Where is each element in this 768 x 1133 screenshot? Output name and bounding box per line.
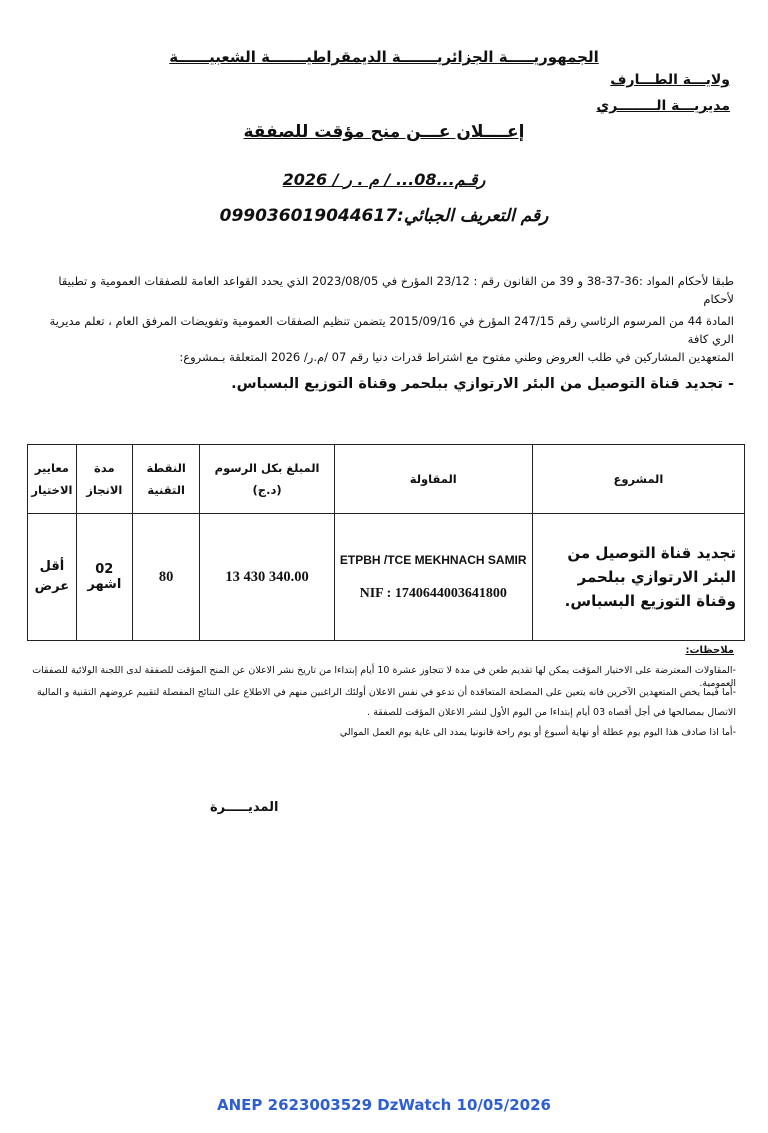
cell-amount: 13 430 340.00 bbox=[200, 514, 334, 641]
cell-project: تجديد قناة التوصيل من البئر الارتوازي ببلحمر وقناة التوزيع البسباس. bbox=[532, 514, 744, 641]
header-duration-label: مدة bbox=[94, 461, 115, 475]
table-row bbox=[28, 514, 745, 641]
project-line: - تجديد قناة التوصيل من البئر الارتوازي ببلحمر وقناة التوزيع البسباس. bbox=[231, 376, 734, 392]
notes-heading: ملاحظات: bbox=[685, 645, 734, 656]
header-criteria-label-2: الاختيار bbox=[31, 483, 73, 497]
announcement-number: رقـم...08... / م . ر / 2026 bbox=[282, 170, 486, 189]
signature-label: المديـــــرة bbox=[210, 800, 279, 815]
header-criteria bbox=[28, 445, 77, 514]
header-amount-label: المبلغ بكل الرسوم bbox=[214, 461, 320, 475]
header-contractor: المقاولة bbox=[334, 445, 532, 514]
header-project: المشروع bbox=[532, 445, 744, 514]
announcement-title: إعــــلان عـــن منح مؤقت للصفقة bbox=[243, 122, 525, 142]
body-paragraph-1: طبقا لأحكام المواد :36-37-38 و 39 من القانون رقم : 23/12 المؤرخ في 2023/08/05 الذي يحدد القواعد العامة للصفقات العمومية و تطبيقا لأحكام bbox=[58, 274, 734, 306]
body-paragraph-2: المادة 44 من المرسوم الرئاسي رقم 247/15 المؤرخ في 2015/09/16 يتضمن تنظيم الصفقات العمومية وتفويضات المرفق العام ، تعلم مديرية الري كافة bbox=[49, 314, 734, 346]
header-amount bbox=[200, 445, 334, 514]
header-technical bbox=[132, 445, 200, 514]
cell-criteria: أقل عرض bbox=[28, 514, 77, 641]
note-item: -أما اذا صادف هذا اليوم يوم عطلة أو نهاية أسبوع أو يوم راحة قانونيا يمدد الى غاية يوم العمل الموالي bbox=[339, 727, 736, 738]
table-header-row bbox=[28, 445, 745, 514]
footer-reference: ANEP 2623003529 DzWatch 10/05/2026 bbox=[217, 1096, 551, 1114]
note-item: -أما فيما يخص المتعهدين الآخرين فانه يتعين على المصلحة المتعاقدة أن تدعو في نفس الاعلان أولئك الراغبين منهم في الاطلاع على النتائج المفصلة لتقييم عروضهم التقنية و المالية bbox=[36, 687, 736, 698]
directorate-label: مديريـــة الــــــــري bbox=[596, 98, 730, 114]
cell-contractor bbox=[334, 514, 532, 641]
header-criteria-label: معايير bbox=[34, 461, 69, 475]
wilaya-label: ولايـــة الطـــارف bbox=[610, 72, 730, 88]
contractor-nif: NIF : 174064400364180​0 bbox=[359, 586, 507, 601]
header-amount-unit: (د.ج) bbox=[252, 483, 282, 497]
header-duration-label-2: الانجاز bbox=[86, 483, 123, 497]
note-item: -المقاولات المعترضة على الاختيار المؤقت يمكن لها تقديم طعن في مدة لا تتجاوز عشرة 10 أيام إبتداءا من تاريخ نشر الاعلان عن المنح المؤقت للصفقة لدى اللجنة الولائية للصفقات العمومية. bbox=[32, 665, 736, 689]
header-technical-label-2: التقنية bbox=[147, 483, 185, 497]
tax-id: رقم التعريف الجبائي:099036019044617 bbox=[219, 206, 549, 226]
note-item: الاتصال بمصالحها في أجل أقصاه 03 أيام إبتداءا من اليوم الأول لنشر الاعلان المؤقت للصفقة . bbox=[367, 707, 736, 718]
contractor-name: ETPBH /TCE MEKHNACH SAMIR bbox=[339, 553, 527, 567]
cell-duration: 02 اشهر bbox=[76, 514, 132, 641]
award-table bbox=[27, 444, 745, 641]
header-technical-label: النقطة bbox=[146, 461, 186, 475]
header-duration bbox=[76, 445, 132, 514]
body-paragraph-3: المتعهدين المشاركين في طلب العروض وطني مفتوح مع اشتراط قدرات دنيا رقم 07 /م.ر/ 2026 المتعلقة بـمشروع: bbox=[179, 350, 734, 364]
cell-technical-score: 80 bbox=[132, 514, 200, 641]
republic-header: الجمهوريـــــة الجزائريـــــــة الديمقراطيـــــــة الشعبيــــــة bbox=[169, 48, 599, 66]
